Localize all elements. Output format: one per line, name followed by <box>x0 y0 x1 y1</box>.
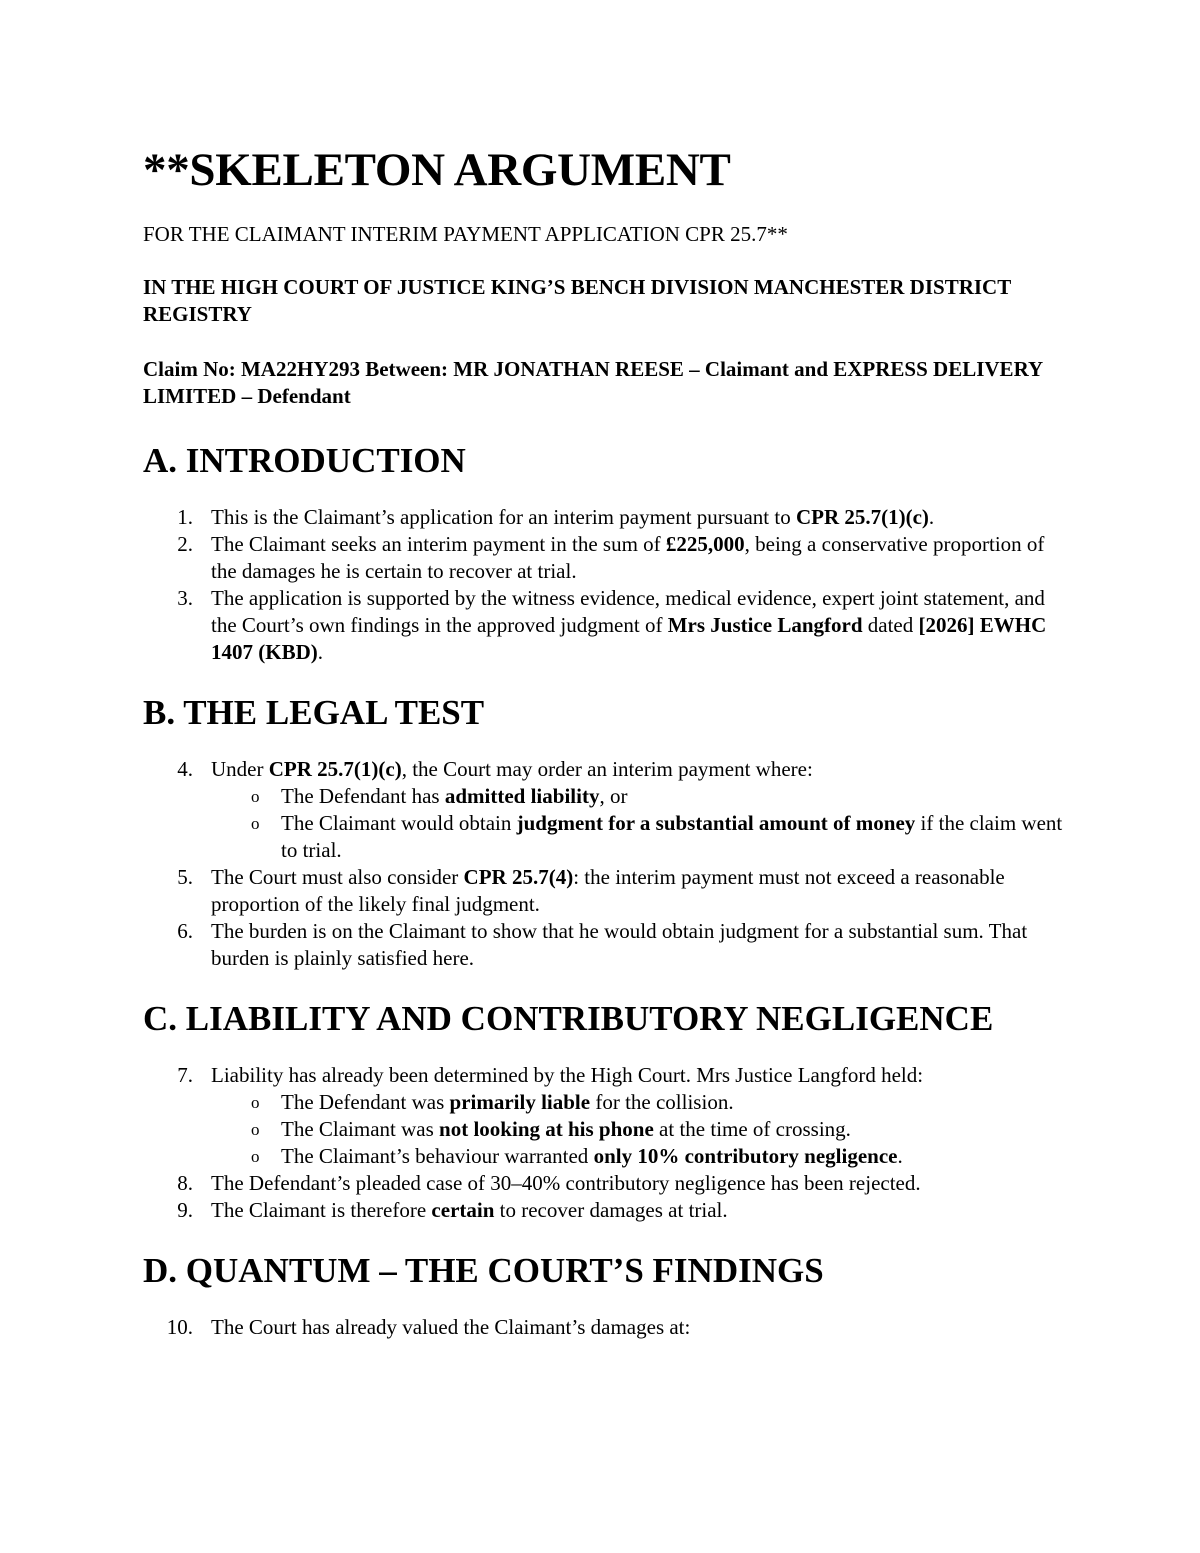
paragraph-number: 6. <box>177 919 193 943</box>
paragraph-number: 9. <box>177 1198 193 1222</box>
claim-parties: Claim No: MA22HY293 Between: MR JONATHAN REESE – Claimant and EXPRESS DELIVERY LIMITED – Defendant <box>143 357 1043 408</box>
sub-point: o The Claimant’s behaviour warranted only 10% contributory negligence. <box>251 1144 903 1168</box>
legal-test-list <box>143 756 1063 972</box>
sub-list <box>211 1089 1063 1170</box>
paragraph-7: 7. Liability has already been determined by the High Court. Mrs Justice Langford held: o The Defendant was primarily liable for the collision. o The Claimant was not looking at his phone at the time of crossing. o The Claimant’s behaviour warranted only 10% contributory negligence. <box>143 1062 1063 1170</box>
paragraph-4: 4. Under CPR 25.7(1)(c), the Court may order an interim payment where: o The Defendant has admitted liability, or o The Claimant would obtain judgment for a substantial amount of money if the claim went to trial. <box>143 756 1063 864</box>
paragraph-1: 1. This is the Claimant’s application for an interim payment pursuant to CPR 25.7(1)(c). <box>143 504 1063 531</box>
bullet-icon: o <box>251 1147 260 1166</box>
bullet-icon: o <box>251 1120 260 1139</box>
section-heading-liability: C. LIABILITY AND CONTRIBUTORY NEGLIGENCE <box>143 999 994 1038</box>
court-heading: IN THE HIGH COURT OF JUSTICE KING’S BENCH DIVISION MANCHESTER DISTRICT REGISTRY <box>143 275 1011 326</box>
paragraph-number: 8. <box>177 1171 193 1195</box>
sub-point: o The Claimant would obtain judgment for a substantial amount of money if the claim went to trial. <box>251 811 1063 862</box>
introduction-list <box>143 504 1063 666</box>
paragraph-number: 2. <box>177 532 193 556</box>
paragraph-number: 4. <box>177 757 193 781</box>
paragraph-6: 6. The burden is on the Claimant to show that he would obtain judgment for a substantial sum. That burden is plainly satisfied here. <box>143 918 1063 972</box>
paragraph-3: 3. The application is supported by the witness evidence, medical evidence, expert joint statement, and the Court’s own findings in the approved judgment of Mrs Justice Langford dated [2026] EWHC 1407 (KBD). <box>143 585 1063 666</box>
sub-point: o The Claimant was not looking at his phone at the time of crossing. <box>251 1117 851 1141</box>
document-title: **SKELETON ARGUMENT <box>143 144 731 196</box>
sub-list <box>211 783 1063 864</box>
liability-list <box>143 1062 1063 1224</box>
paragraph-10: 10. The Court has already valued the Claimant’s damages at: <box>143 1314 1063 1341</box>
section-heading-legal-test: B. THE LEGAL TEST <box>143 693 485 732</box>
bullet-icon: o <box>251 814 260 833</box>
section-heading-introduction: A. INTRODUCTION <box>143 441 466 480</box>
paragraph-number: 10. <box>166 1315 193 1339</box>
document-subtitle: FOR THE CLAIMANT INTERIM PAYMENT APPLICATION CPR 25.7** <box>143 222 788 246</box>
paragraph-8: 8. The Defendant’s pleaded case of 30–40% contributory negligence has been rejected. <box>143 1170 1063 1197</box>
section-heading-quantum: D. QUANTUM – THE COURT’S FINDINGS <box>143 1251 824 1290</box>
quantum-list <box>143 1314 1063 1341</box>
paragraph-number: 1. <box>177 505 193 529</box>
paragraph-number: 7. <box>177 1063 193 1087</box>
paragraph-number: 5. <box>177 865 193 889</box>
document-page <box>143 140 1063 1341</box>
bullet-icon: o <box>251 787 260 806</box>
bullet-icon: o <box>251 1093 260 1112</box>
paragraph-9: 9. The Claimant is therefore certain to recover damages at trial. <box>143 1197 1063 1224</box>
paragraph-5: 5. The Court must also consider CPR 25.7(4): the interim payment must not exceed a reasonable proportion of the likely final judgment. <box>143 864 1063 918</box>
paragraph-2: 2. The Claimant seeks an interim payment in the sum of £225,000, being a conservative proportion of the damages he is certain to recover at trial. <box>143 531 1063 585</box>
paragraph-number: 3. <box>177 586 193 610</box>
sub-point: o The Defendant has admitted liability, or <box>251 784 628 808</box>
sub-point: o The Defendant was primarily liable for the collision. <box>251 1090 734 1114</box>
